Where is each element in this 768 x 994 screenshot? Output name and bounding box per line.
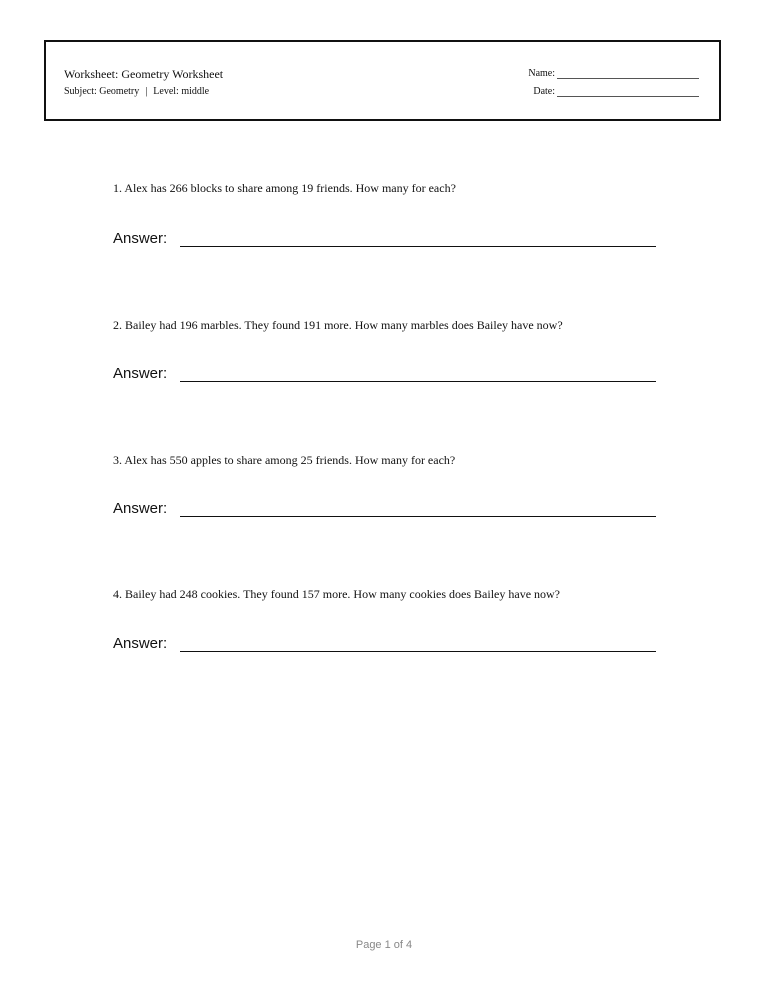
question-3: 3. Alex has 550 apples to share among 25 friends. How many for each? (113, 453, 456, 467)
answer-line[interactable] (180, 516, 656, 517)
name-label: Name: (528, 68, 555, 79)
answer-line[interactable] (180, 246, 656, 247)
date-line[interactable] (557, 87, 699, 97)
answer-line[interactable] (180, 381, 656, 382)
answer-label: Answer: (113, 500, 168, 517)
answer-label: Answer: (113, 635, 168, 652)
date-field[interactable] (533, 86, 699, 97)
question-1: 1. Alex has 266 blocks to share among 19 friends. How many for each? (113, 181, 456, 195)
answer-row-2[interactable] (113, 365, 658, 385)
question-2: 2. Bailey had 196 marbles. They found 191 more. How many marbles does Bailey have now? (113, 318, 563, 332)
answer-label: Answer: (113, 365, 168, 382)
date-label: Date: (533, 86, 555, 97)
answer-row-4[interactable] (113, 635, 658, 655)
meta-separator: | (145, 86, 148, 97)
answer-row-3[interactable] (113, 500, 658, 520)
question-4: 4. Bailey had 248 cookies. They found 157 more. How many cookies does Bailey have now? (113, 587, 561, 601)
worksheet-title: Worksheet: Geometry Worksheet (64, 67, 224, 81)
name-line[interactable] (557, 69, 699, 79)
level-label: Level: middle (153, 86, 210, 97)
answer-label: Answer: (113, 230, 168, 247)
answer-line[interactable] (180, 651, 656, 652)
subject-label: Subject: Geometry (64, 86, 140, 97)
name-field[interactable] (528, 68, 699, 79)
answer-row-1[interactable] (113, 230, 658, 250)
page-number: Page 1 of 4 (355, 939, 413, 951)
worksheet-header (44, 40, 721, 121)
worksheet-meta (64, 86, 209, 97)
